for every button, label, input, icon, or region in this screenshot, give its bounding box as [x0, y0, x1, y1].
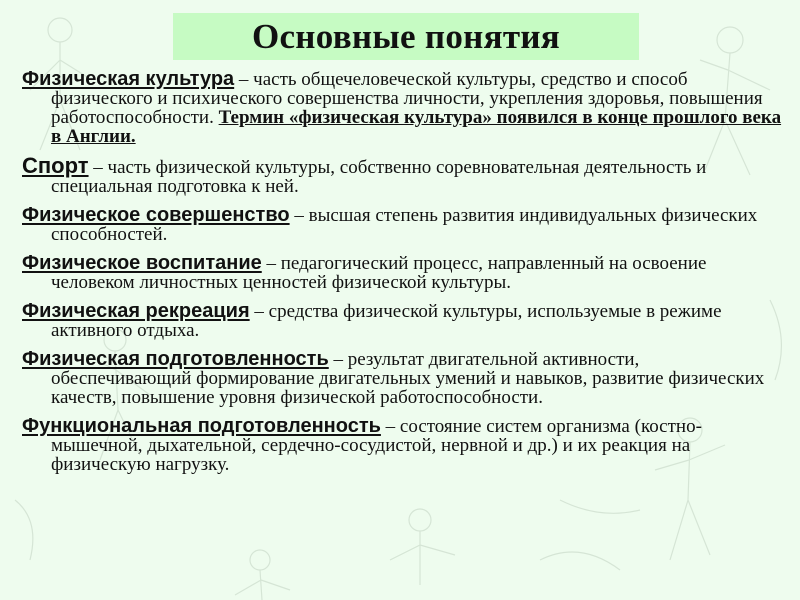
definition-text: – результат двигательной активности, обеспечивающий формирование двигательных умений и навыков, развитие физических качеств, повышение уровня физической работоспособности. — [51, 349, 765, 408]
definition-text: – состояние систем организма (костно-мышечной, дыхательной, сердечно-сосудистой, нервной и др.) и их реакция на физическую нагрузку. — [51, 416, 702, 475]
definition-physical-fitness — [22, 350, 782, 407]
term: Физическая подготовленность — [22, 348, 329, 370]
term: Физическое совершенство — [22, 204, 290, 226]
definition-text: – педагогический процесс, направленный на освоение человеком личностных ценностей физической культуры. — [51, 253, 707, 293]
definition-physical-perfection — [22, 206, 782, 244]
title-box — [173, 13, 639, 60]
definition-physical-education — [22, 254, 782, 292]
definition-text: – часть физической культуры, собственно соревновательная деятельность и специальная подготовка к ней. — [51, 157, 707, 197]
slide-title: Основные понятия — [251, 16, 561, 56]
definition-text: – средства физической культуры, используемые в режиме активного отдыха. — [51, 301, 722, 341]
definition-text: – высшая степень развития индивидуальных физических способностей. — [51, 205, 758, 245]
term: Спорт — [22, 153, 89, 178]
definition-physical-culture — [22, 70, 782, 146]
term: Функциональная подготовленность — [22, 415, 381, 437]
definition-sport — [22, 153, 782, 197]
definitions-list — [22, 70, 782, 484]
term: Физическая культура — [22, 68, 235, 90]
definition-physical-recreation — [22, 302, 782, 340]
definition-text: – часть общечеловеческой культуры, средство и способ физического и психического совершенства личности, укрепления здоровья, повышения работоспособности. — [51, 69, 763, 128]
term-origin-note: Термин «физическая культура» появился в конце прошлого века в Англии. — [51, 107, 782, 147]
term: Физическая рекреация — [22, 300, 250, 322]
term: Физическое воспитание — [22, 252, 262, 274]
definition-functional-fitness — [22, 417, 782, 474]
